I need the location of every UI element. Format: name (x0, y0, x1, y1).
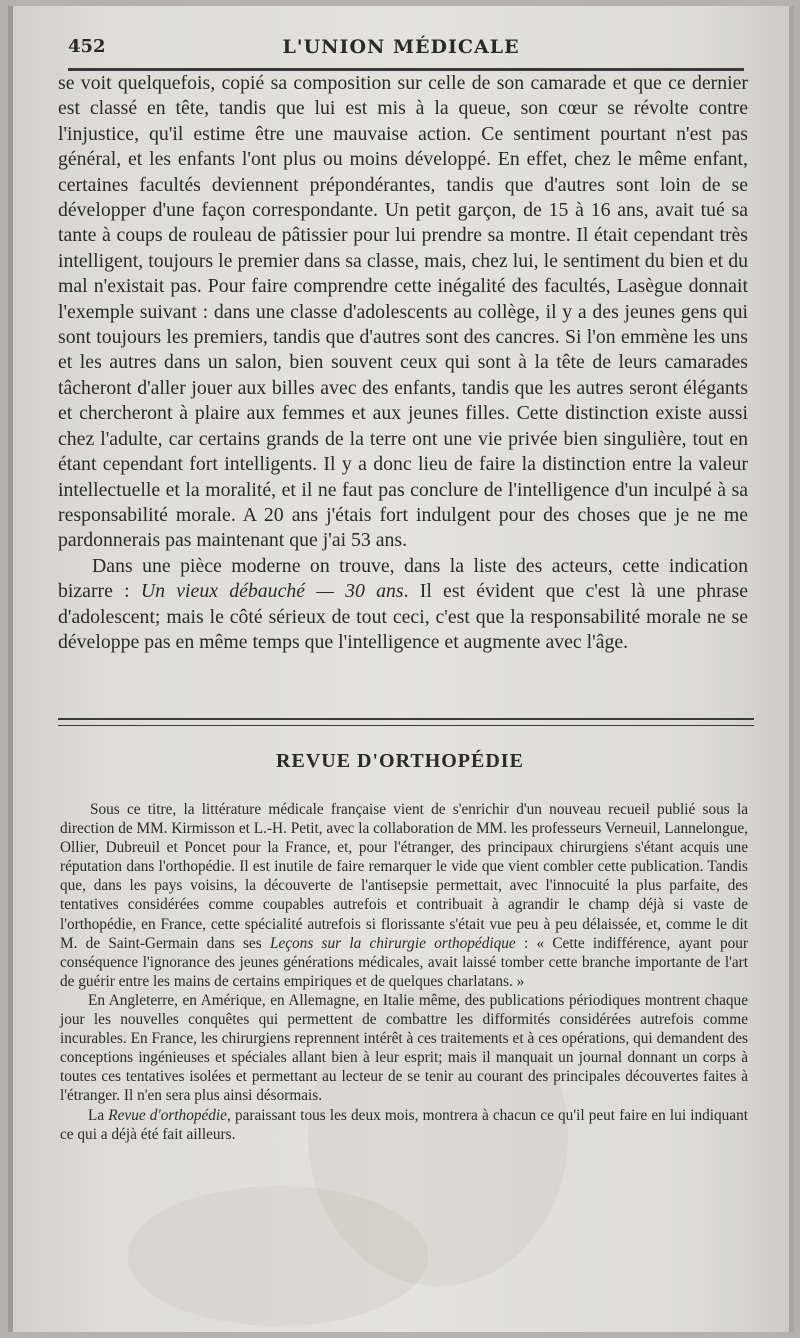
page-edge-right (789, 6, 794, 1332)
paragraph-text: . Il est évident que c'est là une phrase d'adolescent; mais le côté sérieux de tout ceci, c'est que la responsabilité morale ne se développe pas en même temps que l'intelligence et augmente avec l'âge. (58, 580, 748, 653)
paragraph-text: La (88, 1106, 109, 1124)
section-title: REVUE D'ORTHOPÉDIE (276, 750, 524, 772)
paragraph (60, 1106, 748, 1144)
paragraph: En Angleterre, en Amérique, en Allemagne, en Italie même, des publications périodiques montrent chaque jour les nouvelles conquêtes qui permettent de combattre les difformités considérées autrefois comme incurables. En France, les chirurgiens reprennent intérêt à ces traitements et à ces opérations, qui demandent des conceptions ingénieuses et spéciales allant bien à leur esprit; mais il manquait un journal donnant un corps à toutes ces tentatives isolées et permettant au lecteur de se tenir au courant des principales découvertes faites à l'étranger. Il n'en sera plus ainsi désormais. (60, 991, 748, 1105)
italic-quote: Un vieux débauché — 30 ans (140, 580, 404, 603)
paragraph (60, 800, 748, 991)
paragraph: se voit quelquefois, copié sa composition sur celle de son camarade et que ce dernier est classé en tête, tandis que lui est mis à la queue, son cœur se révolte contre l'injustice, qu'il estime être une mauvaise action. Ce sentiment pourtant n'est pas général, et les enfants l'ont plus ou moins développé. En effet, chez le même enfant, certaines facultés deviennent prépondérantes, tandis que d'autres sont loin de se développer d'une façon correspondante. Un petit garçon, de 15 à 16 ans, avait tué sa tante à coups de rouleau de pâtissier pour lui prendre sa montre. Il était cependant très intelligent, toujours le premier dans sa classe, mais, chez lui, le sentiment du bien et du mal n'existait pas. Pour faire comprendre cette inégalité des facultés, Lasègue donnait l'exemple suivant : dans une classe d'adolescents au collège, il y a des jeunes gens qui sont toujours les premiers, tandis que d'autres sont des cancres. Si l'on emmène les uns et les autres dans un salon, bien souvent ceux qui sont à la tête de leurs camarades tâcheront d'aller jouer aux billes avec des enfants, tandis que les autres seront élégants et chercheront à plaire aux femmes et aux jeunes filles. Cette distinction existe aussi chez l'adulte, car certains grands de la terre ont une vie privée bien singulière, tout en étant cependant fort intelligents. Il y a donc lieu de faire la distinction entre la valeur intellectuelle et la moralité, et il ne faut pas conclure de l'intelligence d'un inculpé à sa responsabilité morale. A 20 ans j'étais fort indulgent pour des choses que je ne me pardonnerais pas maintenant que j'ai 53 ans. (58, 72, 748, 552)
section-divider-thin (58, 725, 754, 726)
italic-title: Revue d'orthopédie (108, 1106, 227, 1124)
article-body-continued (58, 71, 748, 655)
page-number: 452 (68, 36, 106, 57)
section-divider-thick (58, 718, 754, 720)
section-body (60, 800, 748, 1144)
paragraph-text: Sous ce titre, la littérature médicale française vient de s'enrichir d'un nouveau recueil publié sous la direction de MM. Kirmisson et L.-H. Petit, avec la collaboration de MM. les professeurs Verneuil, Lannelongue, Ollier, Dubreuil et Poncet pour la France, et, pour l'étranger, des principaux chirurgiens s'étant acquis une réputation dans l'orthopédie. Il est inutile de faire remarquer le vide que vient combler cette publication. Tandis que, dans les pays voisins, la découverte de l'antisepsie permettait, avec l'innocuité la plus parfaite, des tentatives considérées comme coupables autrefois et contribuait à agrandir le champ déjà si vaste de l'orthopédie, en France, cette spécialité autrefois si florissante s'était vue peu à peu délaissée, et, comme le dit M. de Saint-Germain dans ses (60, 801, 748, 952)
paragraph-text: , paraissant tous les deux mois, montrera à chacun ce qu'il peut faire en lui indiquant ce qui a déjà été fait ailleurs. (60, 1106, 748, 1143)
page-edge-left (8, 6, 13, 1332)
paper-stain (128, 1186, 428, 1326)
paragraph-text: Dans une pièce moderne on trouve, dans la liste des acteurs, cette indication bizarre : (58, 554, 748, 603)
italic-title: Leçons sur la chirurgie orthopédique (269, 934, 516, 952)
paragraph-text: : « Cette indifférence, ayant pour conséquence l'ignorance des jeunes générations médicales, avait laissé tomber cette branche importante de l'art de guérir entre les mains de certains empiriques et de quelques charlatans. » (60, 934, 748, 990)
running-title: L'UNION MÉDICALE (282, 36, 520, 58)
paragraph (58, 554, 748, 656)
